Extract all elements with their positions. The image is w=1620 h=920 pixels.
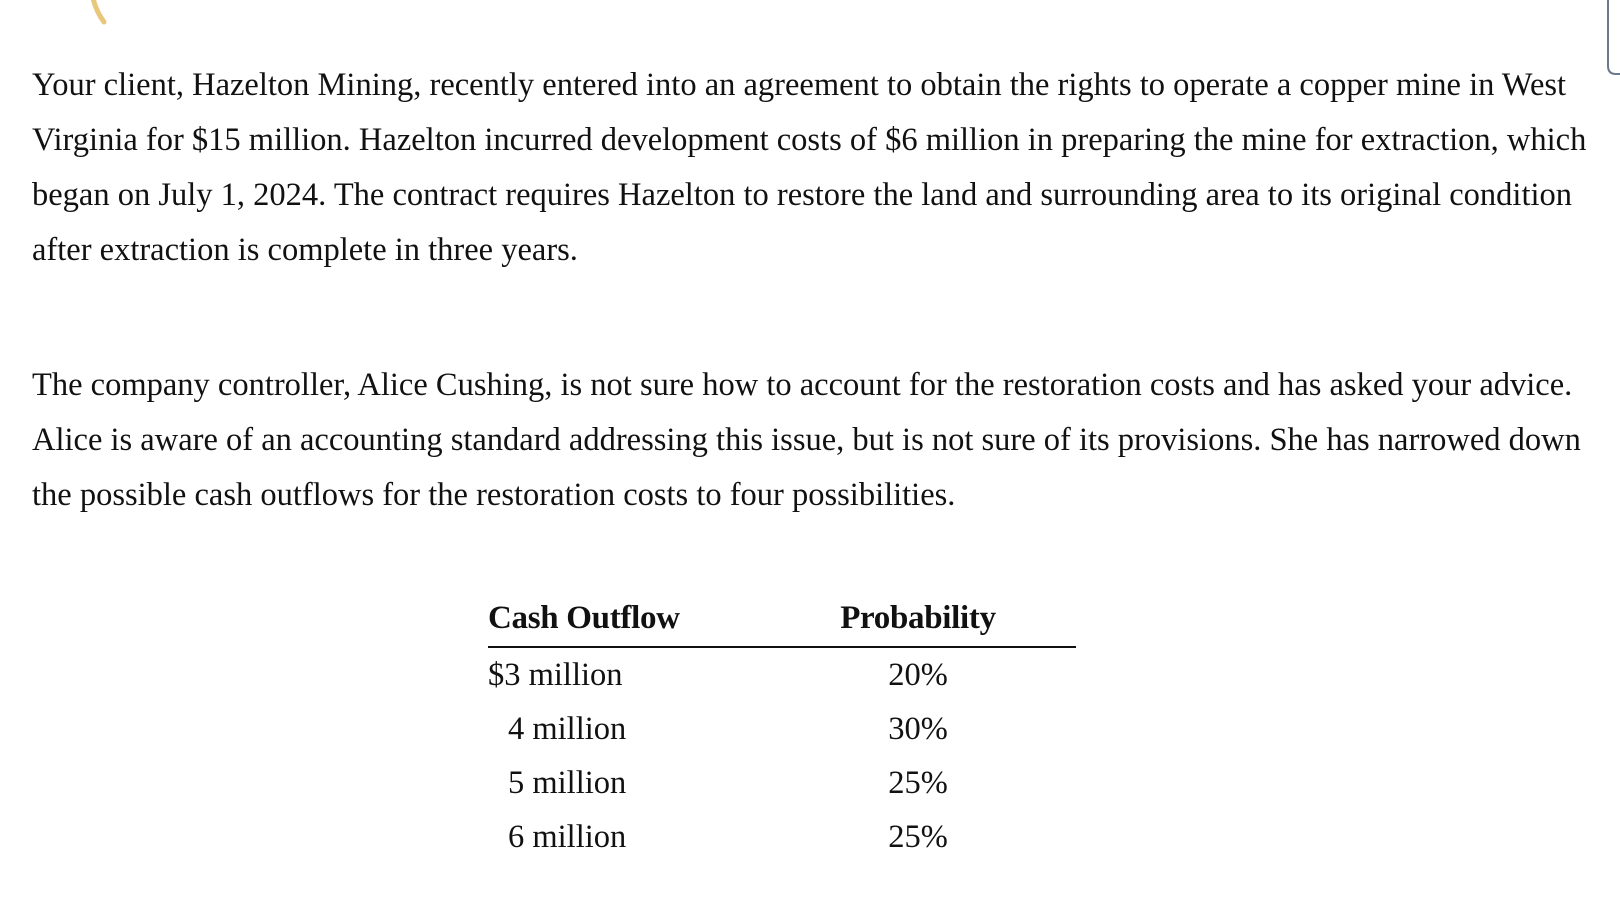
table-row [488, 756, 1076, 810]
problem-paragraph-1: Your client, Hazelton Mining, recently entered into an agreement to obtain the rights to operate a copper mine in West Virginia for $15 million. Hazelton incurred development costs of $6 million in preparing the mine for extraction, which began on July 1, 2024. The contract requires Hazelton to restore the land and surrounding area to its original condition after extraction is complete in three years. [32, 67, 1587, 268]
probability-cell: 20% [888, 656, 948, 693]
cash-outflow-table [488, 590, 1076, 864]
probability-cell: 30% [888, 710, 948, 747]
cash-outflow-cell: 5 million [508, 764, 627, 801]
table-row [488, 648, 1076, 702]
cash-outflow-cell: 4 million [508, 710, 627, 747]
problem-paragraph-2: The company controller, Alice Cushing, is not sure how to account for the restoration costs and has asked your advice. Alice is aware of an accounting standard addressing this issue, but is not sure of its provisions. She has narrowed down the possible cash outflows for the restoration costs to four possibilities. [32, 367, 1581, 513]
header-probability: Probability [840, 599, 996, 636]
cash-outflow-cell: $3 million [488, 656, 623, 693]
cash-outflow-cell: 6 million [508, 818, 627, 855]
table-row [488, 810, 1076, 864]
scroll-bracket-icon [1600, 0, 1620, 80]
table-header [488, 590, 1076, 648]
probability-cell: 25% [888, 818, 948, 855]
probability-cell: 25% [888, 764, 948, 801]
table-row [488, 702, 1076, 756]
decorative-stroke-icon [88, 0, 108, 26]
header-cash-outflow: Cash Outflow [488, 599, 680, 636]
